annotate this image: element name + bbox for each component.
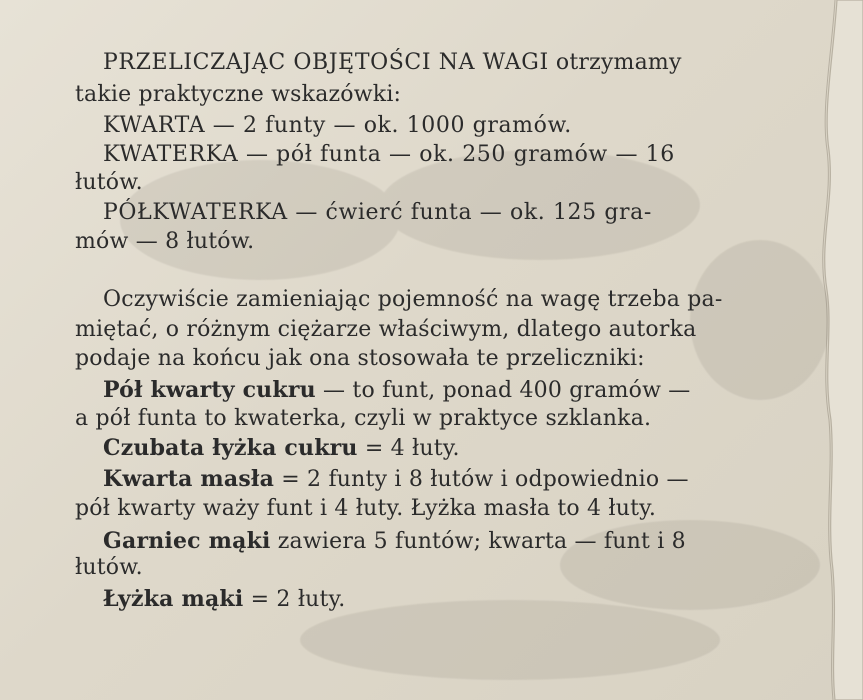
maka-line-1	[103, 528, 686, 555]
maslo-line-1	[103, 466, 689, 493]
maslo-definition: = 2 funty i 8 łutów i odpowiednio —	[274, 467, 689, 492]
paragraph-2-line-3: podaje na końcu jak ona stosowała te przeliczniki:	[75, 346, 645, 371]
lyzka-maki-line	[103, 586, 345, 613]
kwaterka-line-2: łutów.	[75, 170, 143, 195]
cukier-definition: — to funt, ponad 400 gramów —	[315, 378, 691, 403]
maka-term: Garniec mąki	[103, 528, 271, 554]
lyzka-cukru-definition: = 4 łuty.	[357, 436, 460, 461]
maslo-line-2: pół kwarty waży funt i 4 łuty. Łyżka masła to 4 łuty.	[75, 496, 657, 521]
cukier-term: Pół kwarty cukru	[103, 377, 316, 403]
maslo-term: Kwarta masła	[103, 466, 275, 492]
lyzka-cukru-term: Czubata łyżka cukru	[103, 435, 358, 461]
lyzka-cukru-line	[103, 435, 460, 462]
lyzka-maki-definition: = 2 łuty.	[243, 587, 346, 612]
maka-definition: zawiera 5 funtów; kwarta — funt i 8	[270, 529, 686, 554]
polkwaterka-line-1: PÓŁKWATERKA — ćwierć funta — ok. 125 gra-	[103, 200, 652, 225]
cukier-line-2: a pół funta to kwaterka, czyli w praktyce szklanka.	[75, 406, 652, 431]
paragraph-intro-line-1	[103, 50, 682, 76]
cukier-line-1	[103, 377, 691, 404]
intro-continuation: otrzymamy	[548, 50, 682, 75]
maka-line-2: łutów.	[75, 555, 143, 580]
heading-caps: PRZELICZAJĄC OBJĘTOŚCI NA WAGI	[103, 50, 549, 75]
kwaterka-line-1: KWATERKA — pół funta — ok. 250 gramów — 16	[103, 142, 675, 167]
polkwaterka-line-2: mów — 8 łutów.	[75, 229, 255, 254]
paragraph-2-line-2: miętać, o różnym ciężarze właściwym, dlatego autorka	[75, 317, 697, 342]
lyzka-maki-term: Łyżka mąki	[103, 586, 244, 612]
kwarta-line: KWARTA — 2 funty — ok. 1000 gramów.	[103, 113, 572, 138]
paragraph-2-line-1: Oczywiście zamieniając pojemność na wagę trzeba pa-	[103, 287, 723, 312]
paragraph-intro-line-2: takie praktyczne wskazówki:	[75, 82, 402, 107]
